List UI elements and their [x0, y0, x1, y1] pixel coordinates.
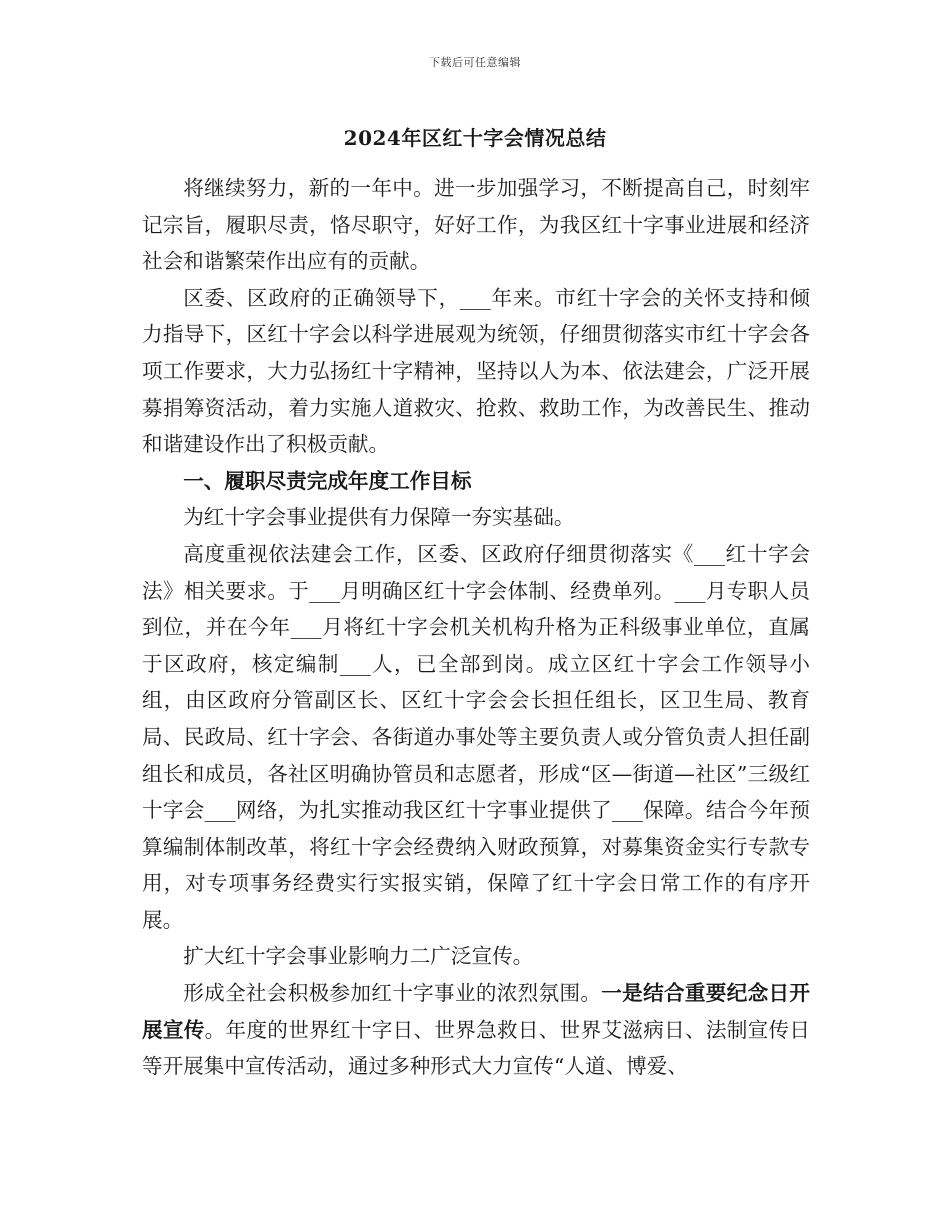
paragraph-publicity-lead: 形成全社会积极参加红十字事业的浓烈氛围。	[183, 981, 602, 1006]
document-title: 2024年区红十字会情况总结	[343, 126, 607, 150]
paragraph-subheading-foundation: 为红十字会事业提供有力保障一夯实基础。	[183, 505, 575, 530]
paragraph-legal-construction: 高度重视依法建会工作，区委、区政府仔细贯彻落实《___红十字会法》相关要求。于___月明确区红十字会体制、经费单列。___月专职人员到位，并在今年___月将红十字会机关机构升格为正科级事业单位，直属于区政府，核定编制___人，已全部到岗。成立区红十字会工作领导小组，由区政府分管副区长、区红十字会会长担任组长，区卫生局、教育局、民政局、红十字会、各街道办事处等主要负责人或分管负责人担任副组长和成员，各社区明确协管员和志愿者，形成“区—街道—社区”三级红十字会___网络，为扎实推动我区红十字事业提供了___保障。结合今年预算编制体制改革，将红十字会经费纳入财政预算，对募集资金实行专款专用，对专项事务经费实行实报实销，保障了红十字会日常工作的有序开展。	[142, 541, 810, 932]
document-body	[142, 170, 810, 1085]
paragraph-publicity	[142, 975, 810, 1085]
paragraph-intro: 将继续努力，新的一年中。进一步加强学习，不断提高自己，时刻牢记宗旨，履职尽责，恪尽职守，好好工作，为我区红十字事业进展和经济社会和谐繁荣作出应有的贡献。	[142, 176, 810, 274]
section-heading-1: 一、履职尽责完成年度工作目标	[183, 468, 472, 493]
paragraph-publicity-bold: 一是结合重要纪念日开展宣传	[142, 981, 811, 1042]
paragraph-overview: 区委、区政府的正确领导下，___年来。市红十字会的关怀支持和倾力指导下，区红十字会以科学进展观为统领，仔细贯彻落实市红十字会各项工作要求，大力弘扬红十字精神，坚持以人为本、依法建会，广泛开展募捐筹资活动，着力实施人道救灾、抢救、救助工作，为改善民生、推动和谐建设作出了积极贡献。	[142, 285, 810, 457]
page-header-note: 下载后可任意编辑	[429, 56, 521, 69]
paragraph-publicity-rest: 。年度的世界红十字日、世界急救日、世界艾滋病日、法制宣传日等开展集中宣传活动，通过多种形式大力宣传“人道、博爱、	[142, 1017, 811, 1079]
paragraph-subheading-publicity: 扩大红十字会事业影响力二广泛宣传。	[183, 944, 534, 969]
